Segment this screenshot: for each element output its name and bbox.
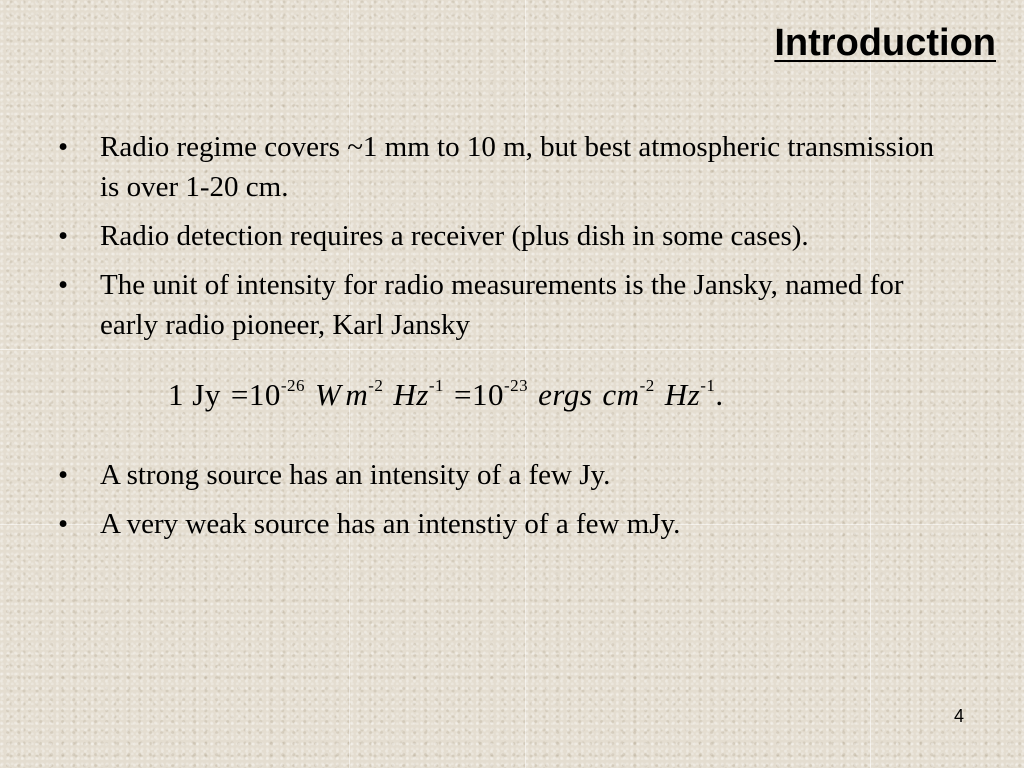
formula-exponent: -2 [639, 376, 655, 395]
bullet-icon: • [58, 220, 69, 252]
bullet-text: Radio regime covers ~1 mm to 10 m, but best atmospheric transmission is over 1-20 cm. [100, 131, 935, 203]
bullet-icon: • [58, 269, 69, 301]
slide-title: Introduction [774, 22, 996, 64]
formula-unit: m [345, 377, 369, 412]
bullet-item [58, 216, 958, 256]
formula-unit: W [314, 377, 342, 412]
bullet-icon: • [58, 508, 69, 540]
formula-period: . [715, 377, 724, 412]
jansky-formula [168, 377, 724, 413]
bullet-text: The unit of intensity for radio measurements is the Jansky, named for early radio pioneer, Karl Jansky [100, 269, 904, 341]
formula-base: 10 [248, 377, 281, 412]
formula-unit: cm [602, 377, 640, 412]
formula-unit: Hz [664, 377, 701, 412]
formula-exponent: -23 [503, 376, 529, 395]
formula-exponent: -26 [280, 376, 305, 395]
formula-unit: Hz [393, 377, 429, 412]
bullet-list-bottom [58, 455, 958, 553]
formula-lhs: 1 Jy [168, 377, 221, 412]
page-number: 4 [953, 706, 964, 726]
bullet-icon: • [58, 131, 69, 163]
formula-base: 10 [471, 377, 504, 412]
bullet-text: A very weak source has an intenstiy of a few mJy. [100, 508, 681, 540]
background-tile-line [870, 0, 871, 768]
formula-exponent: -1 [428, 376, 444, 395]
bullet-item [58, 504, 958, 544]
bullet-icon: • [58, 459, 69, 491]
formula-equals: = [230, 377, 249, 412]
formula-exponent: -2 [368, 376, 384, 395]
bullet-item [58, 455, 958, 495]
formula-unit: ergs [538, 377, 593, 412]
formula-equals: = [454, 377, 472, 412]
bullet-item [58, 127, 958, 207]
bullet-text: A strong source has an intensity of a few Jy. [100, 459, 611, 491]
bullet-item [58, 265, 958, 345]
bullet-list-top [58, 127, 958, 354]
bullet-text: Radio detection requires a receiver (plus dish in some cases). [100, 220, 809, 252]
formula-exponent: -1 [700, 376, 716, 395]
